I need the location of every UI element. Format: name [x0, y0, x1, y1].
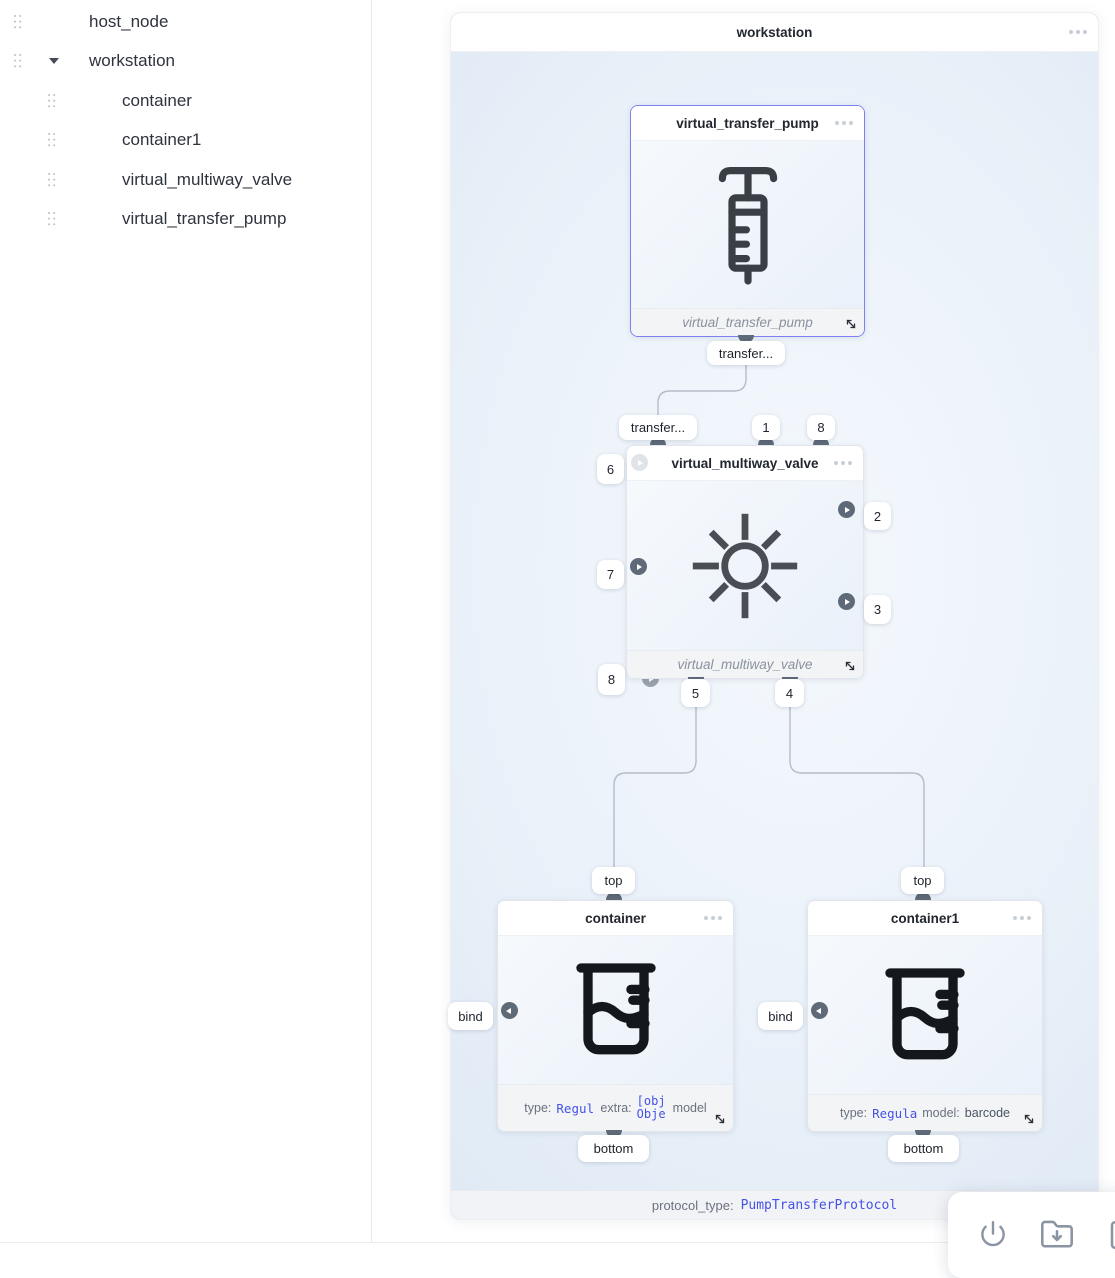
- node-title: container: [585, 910, 646, 926]
- port-container1-bind[interactable]: [811, 1002, 828, 1019]
- sidebar-item-virtual-multiway-valve[interactable]: [0, 166, 370, 194]
- ellipsis-menu-icon[interactable]: [1069, 30, 1087, 34]
- node-title: virtual_transfer_pump: [676, 115, 819, 131]
- port-label-container1-top: top: [901, 867, 944, 894]
- ellipsis-menu-icon[interactable]: [704, 916, 722, 920]
- sidebar-item-container[interactable]: [0, 87, 370, 115]
- port-label-container-bind: bind: [448, 1002, 493, 1030]
- sidebar-item-container1[interactable]: [0, 126, 370, 154]
- port-label-valve-4: 4: [775, 679, 804, 707]
- power-icon[interactable]: [975, 1217, 1011, 1253]
- field-label: type:: [840, 1106, 868, 1120]
- sidebar-item-label: workstation: [89, 51, 175, 70]
- node-title: container1: [890, 910, 960, 926]
- port-label-valve-3: 3: [864, 595, 891, 624]
- node-body: [498, 936, 733, 1084]
- node-footer-name: virtual_transfer_pump: [682, 315, 813, 330]
- port-label-valve-transfer: transfer...: [619, 415, 697, 440]
- multiway-valve-icon: [687, 508, 803, 624]
- node-header[interactable]: [631, 106, 864, 141]
- field-value: barcode: [964, 1106, 1010, 1120]
- sidebar-item-virtual-transfer-pump[interactable]: [0, 205, 370, 233]
- resize-handle-icon[interactable]: [843, 659, 857, 673]
- edge-valve5-to-container: [614, 685, 696, 893]
- port-container-bind[interactable]: [501, 1002, 518, 1019]
- node-fields: [516, 1095, 714, 1120]
- protocol-type-value: PumpTransferProtocol: [740, 1197, 898, 1213]
- node-header[interactable]: [627, 446, 863, 481]
- sidebar-item-label: host_node: [89, 12, 169, 31]
- chevron-down-icon[interactable]: [49, 58, 59, 64]
- node-virtual-transfer-pump[interactable]: [630, 105, 865, 337]
- protocol-type-label: protocol_type:: [651, 1197, 734, 1213]
- port-label-container-bottom: bottom: [578, 1135, 649, 1162]
- port-valve-7[interactable]: [630, 558, 647, 575]
- node-container[interactable]: [497, 900, 734, 1132]
- edge-valve4-to-container1: [790, 685, 924, 893]
- drag-handle-icon[interactable]: [14, 54, 22, 68]
- node-footer-name: virtual_multiway_valve: [677, 657, 813, 672]
- drag-handle-icon[interactable]: [48, 94, 56, 108]
- folder-download-icon[interactable]: [1039, 1217, 1075, 1253]
- node-footer: [631, 308, 864, 336]
- drag-handle-icon[interactable]: [48, 212, 56, 226]
- resize-handle-icon[interactable]: [713, 1112, 727, 1126]
- port-label-pump-transfer: transfer...: [707, 341, 785, 365]
- field-value: Regul: [556, 1100, 595, 1116]
- sidebar-item-label: virtual_transfer_pump: [122, 209, 287, 228]
- port-valve-3[interactable]: [838, 593, 855, 610]
- port-valve-2[interactable]: [838, 501, 855, 518]
- node-header[interactable]: [498, 901, 733, 936]
- field-value: Regula: [872, 1105, 918, 1121]
- node-body: [808, 936, 1042, 1094]
- sidebar-item-label: virtual_multiway_valve: [122, 170, 293, 189]
- file-export-icon[interactable]: [1103, 1217, 1115, 1253]
- sidebar-item-label: container: [122, 91, 192, 110]
- port-label-valve-6: 6: [597, 454, 624, 484]
- syringe-icon: [708, 161, 788, 289]
- workstation-title: workstation: [736, 24, 813, 40]
- ellipsis-menu-icon[interactable]: [834, 461, 852, 465]
- port-label-valve-1: 1: [752, 415, 780, 440]
- port-label-container-top: top: [592, 867, 635, 894]
- field-label: extra:: [600, 1101, 632, 1115]
- port-label-valve-8-top: 8: [807, 415, 835, 440]
- port-valve-6[interactable]: [631, 454, 648, 471]
- node-container1[interactable]: [807, 900, 1043, 1132]
- port-label-container1-bind: bind: [758, 1002, 803, 1030]
- port-label-valve-5: 5: [681, 679, 710, 707]
- field-label: type:: [524, 1101, 552, 1115]
- canvas-action-toolbar: [948, 1192, 1115, 1278]
- sidebar-item-host-node[interactable]: [0, 8, 370, 36]
- drag-handle-icon[interactable]: [14, 15, 22, 29]
- port-label-container1-bottom: bottom: [888, 1135, 959, 1162]
- beaker-icon: [560, 954, 672, 1066]
- drag-handle-icon[interactable]: [48, 133, 56, 147]
- node-footer: [498, 1084, 733, 1131]
- resize-handle-icon[interactable]: [844, 317, 858, 331]
- port-label-valve-7: 7: [597, 560, 624, 589]
- field-label: model:: [922, 1106, 960, 1120]
- node-body: [627, 481, 863, 650]
- node-body: [631, 141, 864, 308]
- workstation-canvas-panel: [450, 12, 1099, 1220]
- node-virtual-multiway-valve[interactable]: [626, 445, 864, 679]
- node-footer: [627, 650, 863, 678]
- ellipsis-menu-icon[interactable]: [835, 121, 853, 125]
- drag-handle-icon[interactable]: [48, 173, 56, 187]
- workstation-header: [451, 13, 1098, 52]
- port-label-valve-8-left: 8: [598, 664, 625, 695]
- ellipsis-menu-icon[interactable]: [1013, 916, 1031, 920]
- resize-handle-icon[interactable]: [1022, 1112, 1036, 1126]
- beaker-icon: [869, 959, 981, 1071]
- field-value: [obj Obje: [636, 1095, 666, 1121]
- sidebar-item-label: container1: [122, 130, 202, 149]
- node-fields: [832, 1106, 1018, 1121]
- sidebar-item-workstation[interactable]: [0, 47, 370, 75]
- node-header[interactable]: [808, 901, 1042, 936]
- node-tree-sidebar: [0, 0, 372, 1243]
- field-label: model: [672, 1101, 707, 1115]
- port-label-valve-2: 2: [864, 502, 891, 530]
- node-title: virtual_multiway_valve: [671, 455, 819, 471]
- node-footer: [808, 1094, 1042, 1131]
